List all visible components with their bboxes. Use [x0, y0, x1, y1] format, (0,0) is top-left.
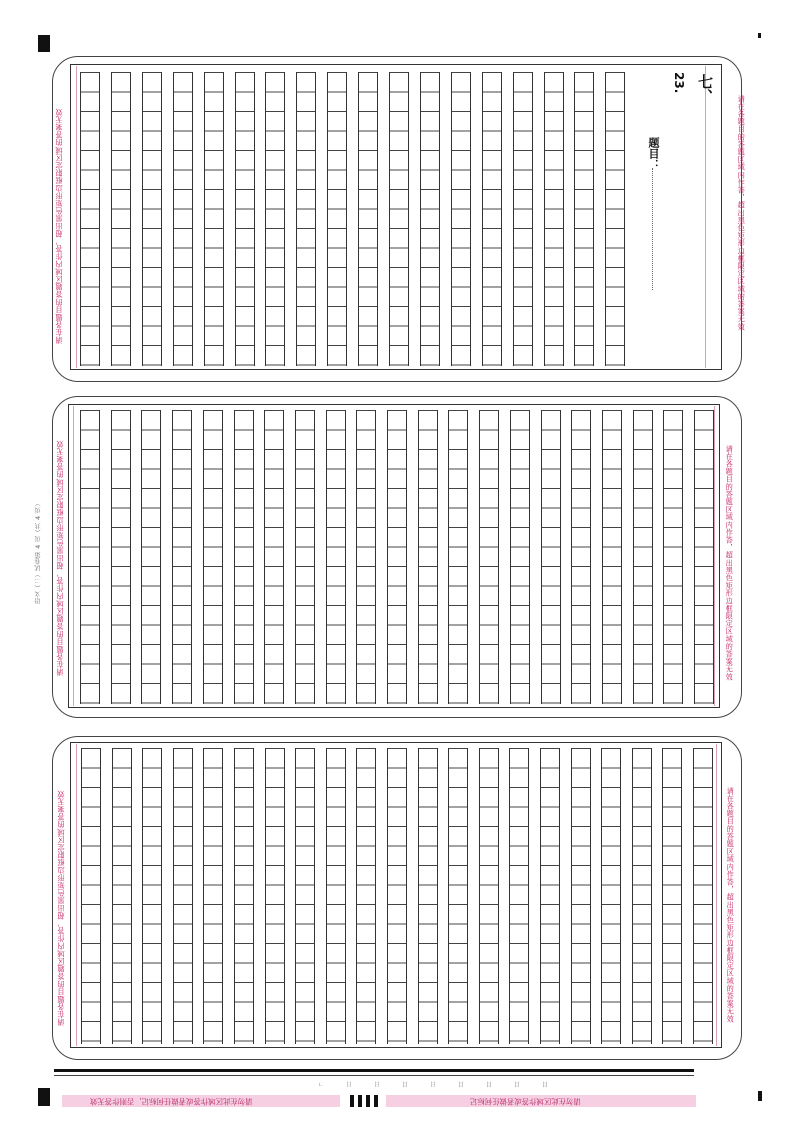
grid-column	[544, 72, 564, 366]
grid-column	[111, 410, 131, 704]
ruler-label: 日	[346, 1080, 353, 1087]
grid-column	[693, 748, 713, 1044]
footer-rule-thick	[54, 1069, 694, 1072]
grid-column	[387, 748, 407, 1044]
grid-column	[662, 748, 682, 1044]
grid-column	[235, 72, 255, 366]
registration-mark-top-right	[758, 33, 761, 38]
title-blank-line	[652, 168, 653, 290]
note-top-left: 请在各题目的答题区域内作答，超出黑色矩形边框限定区域的答案无效	[54, 108, 63, 344]
grid-column	[234, 748, 254, 1044]
grid-column	[265, 748, 285, 1044]
note-bot-right: 请在各题目的答题区域内作答，超出黑色矩形边框限定区域的答案无效	[726, 787, 736, 1023]
grid-column	[389, 72, 409, 366]
grid-column	[111, 72, 131, 366]
grid-column	[420, 72, 440, 366]
grid-column	[80, 72, 100, 366]
grid-column	[81, 748, 101, 1044]
grid-column	[80, 410, 100, 704]
ruler-label: 日	[430, 1080, 437, 1087]
registration-mark-bottom-right	[758, 1091, 762, 1101]
ruler-label: 目	[514, 1080, 521, 1087]
notice-text-left: 请勿在此区域作答或者做任何标记，否则作答无效	[90, 1097, 253, 1106]
note-top-right: 请在各题目的答题区域内作答，超出黑色矩形边框限定区域的答案无效	[737, 95, 747, 331]
grid-column	[632, 748, 652, 1044]
page-indicator: 语文（二）试卷第 4 页（共 4 页）	[35, 500, 42, 604]
ruler-label: 目	[542, 1080, 549, 1087]
grid-column	[509, 748, 529, 1044]
grid-column	[451, 72, 471, 366]
grid-column	[418, 748, 438, 1044]
grid-column	[112, 748, 132, 1044]
grid-column	[295, 748, 315, 1044]
grid-column	[510, 410, 530, 704]
grid-column	[203, 410, 223, 704]
ruler-label: 目	[486, 1080, 493, 1087]
grid-column	[265, 72, 285, 366]
grid-column	[605, 72, 625, 366]
grid-column	[571, 410, 591, 704]
grid-column	[356, 748, 376, 1044]
question-number: 23.	[672, 72, 686, 94]
grid-column	[173, 748, 193, 1044]
grid-column	[601, 748, 621, 1044]
registration-mark-bottom-left	[38, 1088, 50, 1106]
grid-column	[296, 72, 316, 366]
grid-column	[479, 410, 499, 704]
grid-column	[295, 410, 315, 704]
grid-column	[571, 748, 591, 1044]
grid-column	[633, 410, 653, 704]
grid-column	[326, 410, 346, 704]
grid-column	[479, 748, 499, 1044]
ruler-label: 目	[402, 1080, 409, 1087]
note-bot-left: 请在各题目的答题区域内作答，超出黑色矩形边框限定区域的答案无效	[56, 790, 65, 1026]
ruler-label: ㄱ	[318, 1080, 324, 1087]
grid-column	[142, 72, 162, 366]
grid-column	[356, 410, 376, 704]
grid-column	[327, 72, 347, 366]
grid-column	[142, 748, 162, 1044]
grid-column	[541, 410, 561, 704]
timing-marks	[350, 1095, 380, 1107]
grid-column	[204, 72, 224, 366]
registration-mark-top-left	[38, 35, 50, 52]
notice-text-right: 请勿在此区域作答或者做任何标记	[470, 1097, 581, 1106]
grid-column	[234, 410, 254, 704]
note-mid-right: 请在各题目的答题区域内作答，超出黑色矩形边框限定区域的答案无效	[725, 445, 735, 681]
grid-column	[482, 72, 502, 366]
ruler-label: 目	[458, 1080, 465, 1087]
grid-column	[448, 748, 468, 1044]
grid-column	[694, 410, 714, 704]
grid-column	[326, 748, 346, 1044]
grid-column	[513, 72, 533, 366]
title-label: 题目：	[647, 137, 660, 170]
grid-column	[358, 72, 378, 366]
grid-column	[173, 72, 193, 366]
grid-column	[264, 410, 284, 704]
grid-column	[663, 410, 683, 704]
grid-column	[203, 748, 223, 1044]
grid-column	[172, 410, 192, 704]
grid-column	[387, 410, 407, 704]
grid-column	[540, 748, 560, 1044]
grid-column	[418, 410, 438, 704]
section-mark: 七、	[696, 74, 714, 104]
grid-column	[574, 72, 594, 366]
ruler-label: 日	[374, 1080, 381, 1087]
grid-column	[141, 410, 161, 704]
footer-rule-thin	[54, 1075, 694, 1076]
grid-column	[448, 410, 468, 704]
note-mid-left: 请在各题目的答题区域内作答，超出黑色矩形边框限定区域的答案无效	[55, 440, 64, 676]
grid-column	[602, 410, 622, 704]
